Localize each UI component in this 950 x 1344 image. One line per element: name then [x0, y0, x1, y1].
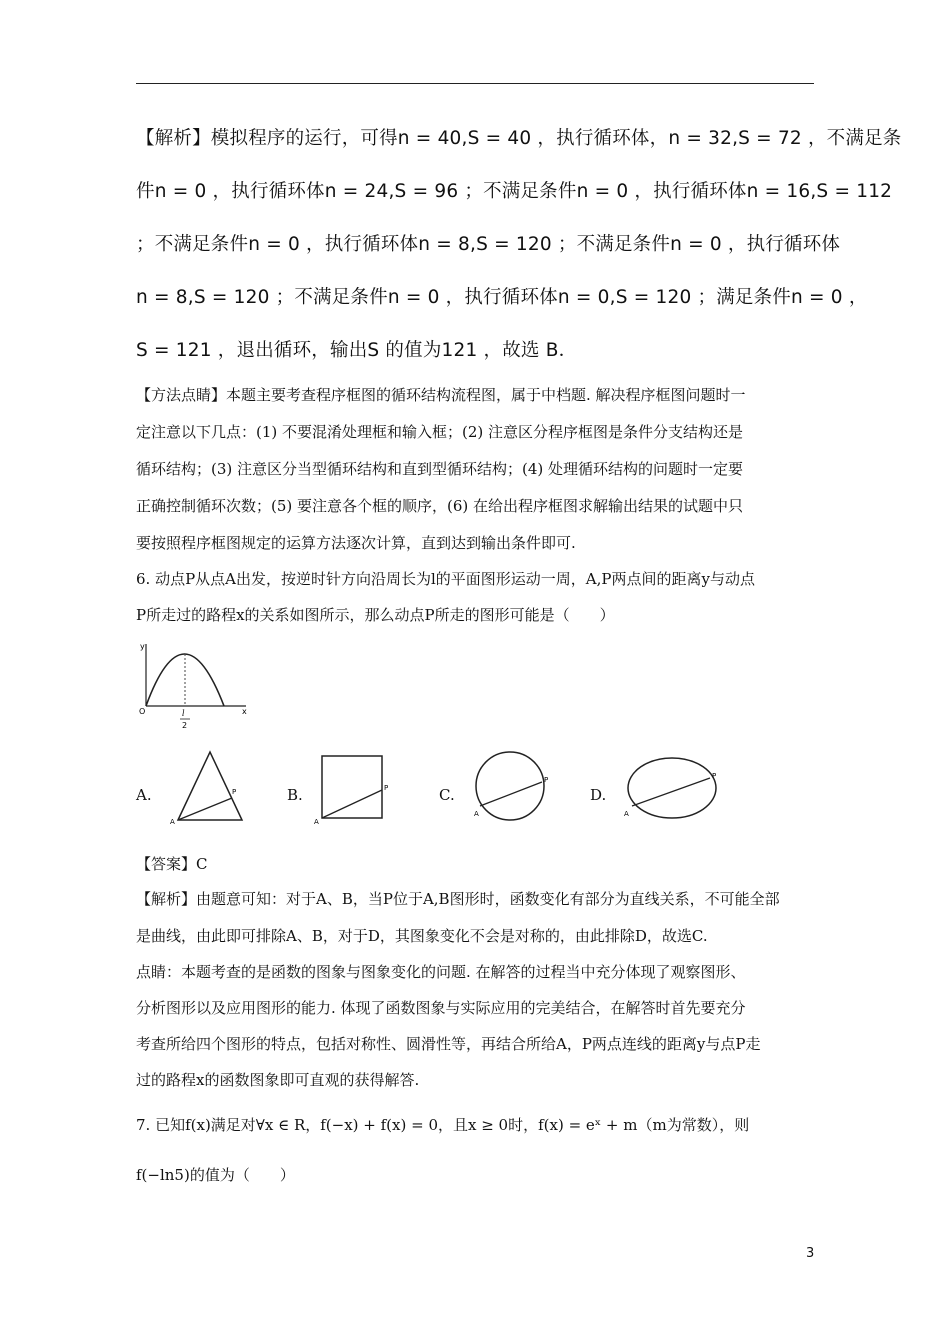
- svg-text:P: P: [384, 784, 389, 792]
- q6-line-2: P所走过的路程x的关系如图所示，那么动点P所走的图形可能是（ ）: [136, 606, 615, 624]
- analysis-line-1: 【解析】模拟程序的运行，可得n = 40,S = 40 ，执行循环体，n = 32,S = 72 ，不满足条: [136, 128, 902, 149]
- q6-solution-line-2: 是曲线，由此即可排除A、B，对于D，其图象变化不会是对称的，由此排除D，故选C.: [136, 927, 708, 945]
- analysis-line-4: n = 8,S = 120 ；不满足条件n = 0 ，执行循环体n = 0,S = 120 ；满足条件n = 0 ，: [136, 287, 868, 308]
- method-line-3: 循环结构；(3) 注意区分当型循环结构和直到型循环结构；(4) 处理循环结构的问题时一定要: [136, 460, 744, 478]
- method-line-4: 正确控制循环次数；(5) 要注意各个框的顺序，(6) 在给出程序框图求解输出结果的试题中只: [136, 497, 744, 515]
- distance-graph: [136, 640, 252, 732]
- graph-origin-label: O: [139, 707, 146, 716]
- q6-solution-line-6: 过的路程x的函数图象即可直观的获得解答.: [136, 1071, 420, 1089]
- page-number: 3: [806, 1246, 815, 1261]
- option-b-label: B.: [287, 786, 303, 804]
- svg-text:P: P: [712, 772, 717, 780]
- option-d-ellipse: [620, 752, 724, 824]
- graph-x-label: x: [242, 707, 247, 716]
- graph-y-label: y: [140, 642, 145, 651]
- svg-text:A: A: [474, 810, 479, 818]
- q7-line-1: 7. 已知f(x)满足对∀x ∈ R，f(−x) + f(x) = 0，且x ≥ 0时，f(x) = eˣ + m（m为常数），则: [136, 1116, 750, 1134]
- option-c-label: C.: [439, 786, 455, 804]
- graph-tick-den: 2: [182, 721, 188, 730]
- q6-solution-line-1: 【解析】由题意可知：对于A、B，当P位于A,B图形时，函数变化有部分为直线关系，不可能全部: [136, 890, 780, 908]
- option-a-label: A.: [136, 786, 152, 804]
- svg-text:A: A: [170, 818, 175, 826]
- analysis-line-5: S = 121 ，退出循环，输出S 的值为121 ，故选 B．: [136, 340, 578, 361]
- graph-tick-num: l: [182, 709, 185, 718]
- option-b-square: [312, 752, 392, 826]
- q7-line-2: f(−ln5)的值为（ ）: [136, 1166, 295, 1184]
- q6-line-1: 6. 动点P从点A出发，按逆时针方向沿周长为l的平面图形运动一周，A,P两点间的距离y与动点: [136, 570, 755, 588]
- option-d-label: D.: [590, 786, 607, 804]
- svg-text:A: A: [314, 818, 319, 826]
- q6-solution-line-5: 考查所给四个图形的特点，包括对称性、圆滑性等，再结合所给A，P两点连线的距离y与点P走: [136, 1035, 761, 1053]
- svg-text:P: P: [544, 776, 549, 784]
- option-c-circle: [470, 748, 554, 828]
- analysis-line-3: ；不满足条件n = 0 ，执行循环体n = 8,S = 120 ；不满足条件n = 0 ，执行循环体: [136, 234, 841, 255]
- option-a-triangle: [166, 746, 256, 826]
- svg-text:A: A: [624, 810, 629, 818]
- method-line-1: 【方法点睛】本题主要考查程序框图的循环结构流程图，属于中档题. 解决程序框图问题时一: [136, 386, 746, 404]
- method-line-2: 定注意以下几点：(1) 不要混淆处理框和输入框；(2) 注意区分程序框图是条件分支结构还是: [136, 423, 744, 441]
- analysis-line-2: 件n = 0 ，执行循环体n = 24,S = 96 ；不满足条件n = 0 ，执行循环体n = 16,S = 112: [136, 181, 893, 202]
- q6-solution-line-4: 分析图形以及应用图形的能力. 体现了函数图象与实际应用的完美结合，在解答时首先要充分: [136, 999, 746, 1017]
- method-line-5: 要按照程序框图规定的运算方法逐次计算，直到达到输出条件即可.: [136, 534, 576, 552]
- q6-solution-line-3: 点睛：本题考查的是函数的图象与图象变化的问题. 在解答的过程当中充分体现了观察图形、: [136, 963, 746, 981]
- svg-text:P: P: [232, 788, 237, 796]
- q6-answer: 【答案】C: [136, 855, 208, 873]
- header-rule: [136, 83, 814, 84]
